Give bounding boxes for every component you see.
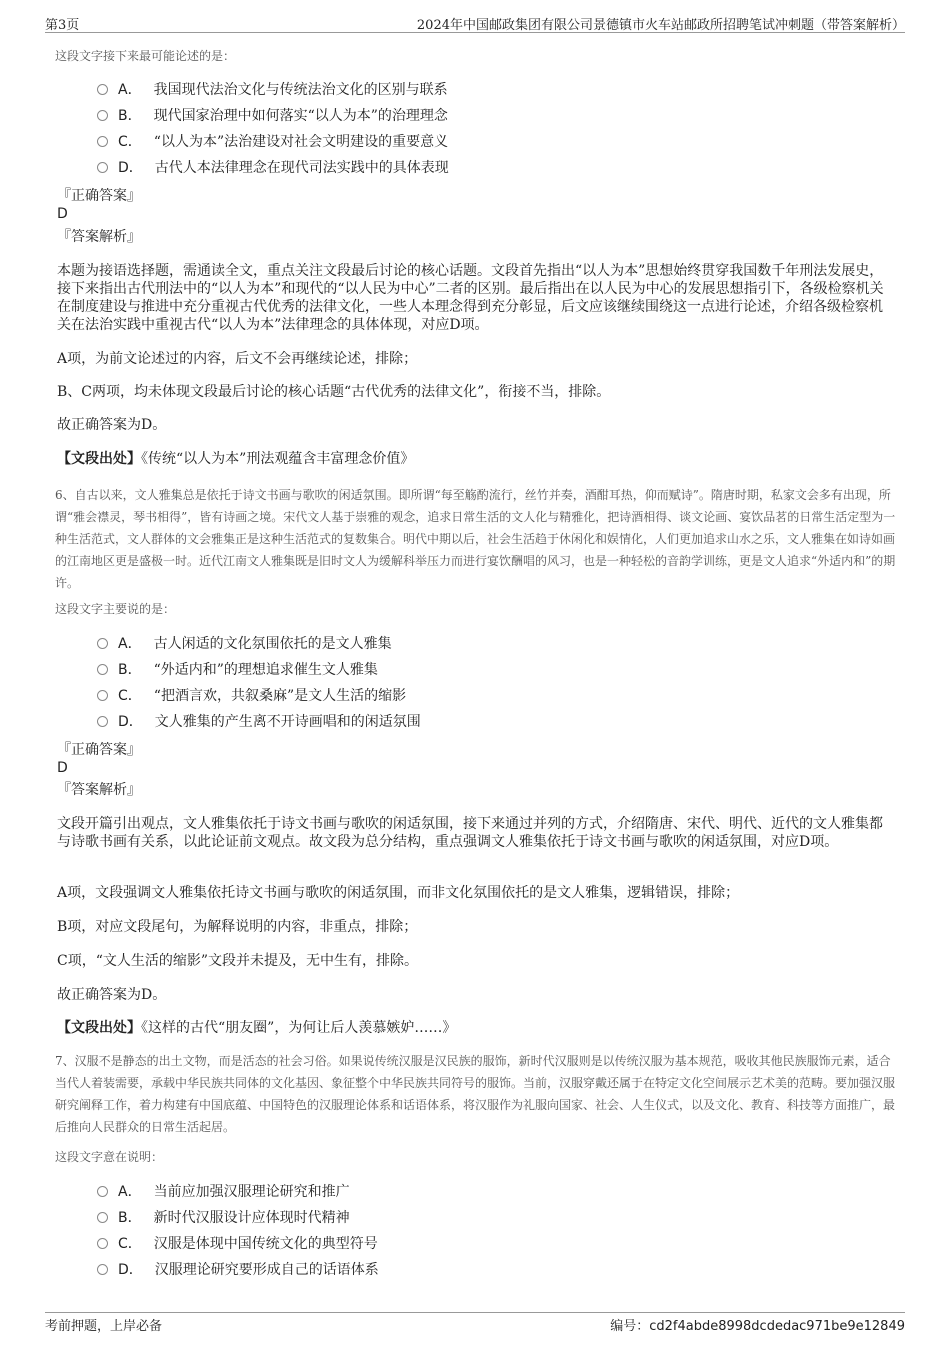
q5-answer-label: 『正确答案』	[57, 188, 141, 204]
q5-stem: 这段文字接下来最可能论述的是：	[55, 49, 236, 63]
footer-slogan: 考前押题，上岸必备	[45, 1319, 163, 1334]
q5-option-c[interactable]: C． “以人为本”法治建设对社会文明建设的重要意义	[97, 132, 448, 152]
document-title: 2024年中国邮政集团有限公司景德镇市火车站邮政所招聘笔试冲刺题（带答案解析）	[416, 18, 905, 33]
radio-icon[interactable]	[97, 690, 108, 701]
q5-analysis-label: 『答案解析』	[57, 229, 141, 245]
q5-conclusion: 故正确答案为D。	[57, 417, 167, 433]
radio-icon[interactable]	[97, 162, 108, 173]
q6-option-c[interactable]: C． “把酒言欢，共叙桑麻”是文人生活的缩影	[97, 686, 406, 706]
q7-option-b[interactable]: B． 新时代汉服设计应体现时代精神	[97, 1208, 350, 1228]
page-header	[45, 10, 905, 33]
q5-option-d[interactable]: D． 古代人本法律理念在现代司法实践中的具体表现	[97, 158, 449, 178]
radio-icon[interactable]	[97, 84, 108, 95]
q7-option-d[interactable]: D． 汉服理论研究要形成自己的话语体系	[97, 1260, 379, 1280]
q5-analysis: 本题为接语选择题，需通读全文，重点关注文段最后讨论的核心话题。文段首先指出“以人为本”思想始终贯穿我国数千年刑法发展史，接下来指出古代刑法中的“以人为本”和现代的“以人民为中心”二者的区别。最后指出在以人民为中心的发展思想指引下，各级检察机关在制度建设与推进中充分重视古代优秀的法律文化，一些人本理念得到充分彰显，后文应该继续围绕这一点进行论述，介绍各级检察机关在法治实践中重视古代“以人为本”法律理念的具体体现，对应D项。	[57, 263, 884, 333]
radio-icon[interactable]	[97, 638, 108, 649]
radio-icon[interactable]	[97, 136, 108, 147]
q6-answer-label: 『正确答案』	[57, 742, 141, 758]
q5-note-a: A项，为前文论述过的内容，后文不会再继续论述，排除；	[57, 351, 418, 367]
page-footer	[45, 1312, 905, 1335]
radio-icon[interactable]	[97, 1212, 108, 1223]
q7-option-a[interactable]: A． 当前应加强汉服理论研究和推广	[97, 1182, 350, 1202]
q6-note-c: C项，“文人生活的缩影”文段并未提及，无中生有，排除。	[57, 953, 419, 969]
q7-passage: 7、汉服不是静态的出土文物，而是活态的社会习俗。如果说传统汉服是汉民族的服饰，新时代汉服则是以传统汉服为基本规范，吸收其他民族服饰元素，适合当代人着装需要，承载中华民族共同体的文化基因、象征整个中华民族共同符号的服饰。当前，汉服穿戴还属于在特定文化空间展示艺术美的范畴。要加强汉服研究阐释工作，着力构建有中国底蕴、中国特色的汉服理论体系和话语体系，将汉服作为礼服向国家、社会、人生仪式，以及文化、教育、科技等方面推广，最后推向人民群众的日常生活起居。	[55, 1054, 896, 1134]
q6-conclusion: 故正确答案为D。	[57, 987, 167, 1003]
q5-source: 【文段出处】《传统“以人为本”刑法观蕴含丰富理念价值》	[57, 451, 415, 467]
q6-passage: 6、自古以来，文人雅集总是依托于诗文书画与歌吹的闲适氛围。即所谓“每至觞酌流行，丝竹并奏，酒酣耳热，仰而赋诗”。隋唐时期，私家文会多有出现，所谓“雅会襟灵，琴书相得”，皆有诗画之境。宋代文人基于崇雅的观念，追求日常生活的文人化与精雅化，把诗酒相得、谈文论画、宴饮品茗的日常生活定型为一种生活范式，文人群体的文会雅集正是这种生活范式的复数集合。明代中期以后，社会生活趋于休闲化和娱情化，人们更加追求山水之乐，文人雅集在如诗如画的江南地区更是盛极一时。近代江南文人雅集既是旧时文人为缓解科举压力而进行宴饮酬唱的风习，也是一种轻松的音韵学训练，更是文人追求“外适内和”的期许。	[55, 488, 896, 590]
q6-option-b[interactable]: B． “外适内和”的理想追求催生文人雅集	[97, 660, 378, 680]
q5-note-bc: B、C两项，均未体现文段最后讨论的核心话题“古代优秀的法律文化”，衔接不当，排除。	[57, 384, 611, 400]
q5-answer: D	[57, 206, 68, 222]
q6-note-a: A项，文段强调文人雅集依托诗文书画与歌吹的闲适氛围，而非文化氛围依托的是文人雅集，逻辑错误，排除；	[57, 885, 740, 901]
q5-option-a[interactable]: A． 我国现代法治文化与传统法治文化的区别与联系	[97, 80, 448, 100]
q7-stem: 这段文字意在说明：	[55, 1150, 164, 1164]
radio-icon[interactable]	[97, 1186, 108, 1197]
q6-analysis-label: 『答案解析』	[57, 782, 141, 798]
radio-icon[interactable]	[97, 1264, 108, 1275]
radio-icon[interactable]	[97, 716, 108, 727]
q6-note-b: B项，对应文段尾句，为解释说明的内容，非重点，排除；	[57, 919, 418, 935]
q6-source: 【文段出处】《这样的古代“朋友圈”，为何让后人羡慕嫉妒……》	[57, 1020, 457, 1036]
q7-option-c[interactable]: C． 汉服是体现中国传统文化的典型符号	[97, 1234, 378, 1254]
radio-icon[interactable]	[97, 110, 108, 121]
radio-icon[interactable]	[97, 664, 108, 675]
q5-option-b[interactable]: B． 现代国家治理中如何落实“以人为本”的治理理念	[97, 106, 448, 126]
footer-code: 编号：cd2f4abde8998dcdedac971be9e12849	[610, 1319, 905, 1334]
page-number: 第3页	[45, 18, 80, 33]
radio-icon[interactable]	[97, 1238, 108, 1249]
q6-analysis: 文段开篇引出观点，文人雅集依托于诗文书画与歌吹的闲适氛围，接下来通过并列的方式，介绍隋唐、宋代、明代、近代的文人雅集都与诗歌书画有关系，以此论证前文观点。故文段为总分结构，重点强调文人雅集依托于诗文书画与歌吹的闲适氛围，对应D项。	[57, 816, 883, 850]
q6-stem: 这段文字主要说的是：	[55, 602, 176, 616]
q6-option-a[interactable]: A． 古人闲适的文化氛围依托的是文人雅集	[97, 634, 392, 654]
q6-answer: D	[57, 760, 68, 776]
q6-option-d[interactable]: D． 文人雅集的产生离不开诗画唱和的闲适氛围	[97, 712, 421, 732]
